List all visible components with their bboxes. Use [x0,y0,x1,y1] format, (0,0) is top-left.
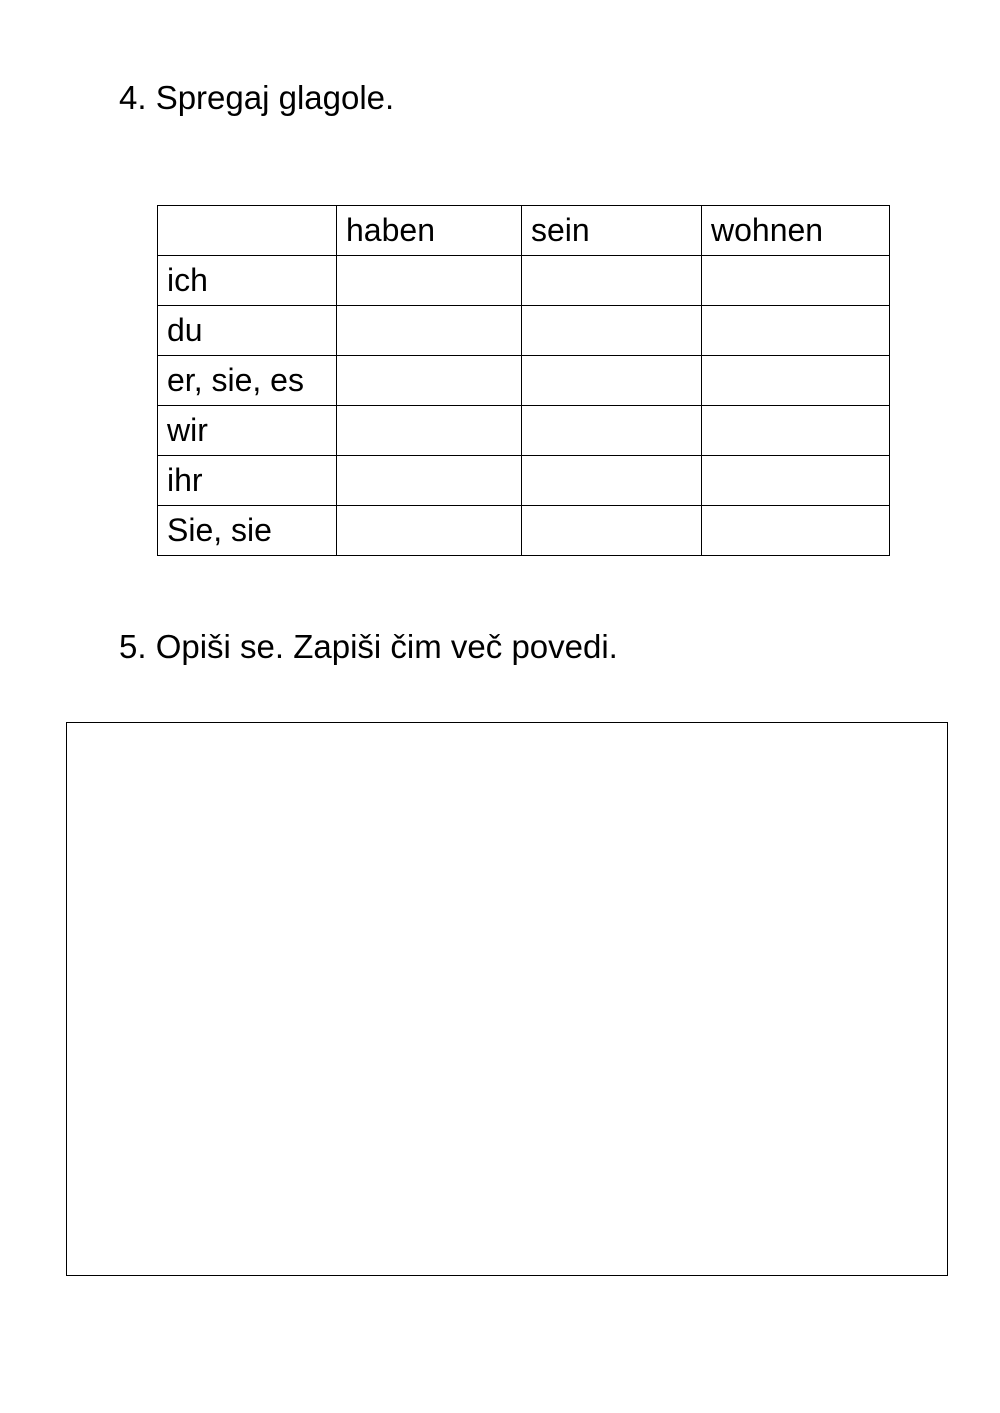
pronoun-cell: er, sie, es [158,356,337,406]
pronoun-cell: Sie, sie [158,506,337,556]
answer-cell[interactable] [522,256,702,306]
answer-cell[interactable] [522,306,702,356]
header-cell-sein: sein [522,206,702,256]
answer-cell[interactable] [337,356,522,406]
exercise-4-heading: 4. Spregaj glagole. [119,79,395,116]
pronoun-cell: ich [158,256,337,306]
answer-cell[interactable] [702,256,890,306]
answer-cell[interactable] [337,506,522,556]
answer-cell[interactable] [337,406,522,456]
answer-cell[interactable] [702,456,890,506]
header-cell-haben: haben [337,206,522,256]
table-row [158,256,890,306]
table-row [158,306,890,356]
header-cell-wohnen: wohnen [702,206,890,256]
answer-cell[interactable] [702,506,890,556]
table-row [158,456,890,506]
answer-cell[interactable] [702,406,890,456]
answer-cell[interactable] [337,306,522,356]
pronoun-cell: du [158,306,337,356]
exercise-5-heading: 5. Opiši se. Zapiši čim več povedi. [119,628,618,665]
answer-cell[interactable] [337,456,522,506]
header-cell-empty [158,206,337,256]
answer-box[interactable] [66,722,948,1276]
answer-cell[interactable] [522,406,702,456]
answer-cell[interactable] [522,456,702,506]
table-header-row [158,206,890,256]
table-row [158,356,890,406]
answer-cell[interactable] [337,256,522,306]
table-row [158,506,890,556]
table-row [158,406,890,456]
answer-cell[interactable] [702,306,890,356]
answer-cell[interactable] [702,356,890,406]
conjugation-table [157,205,890,556]
pronoun-cell: wir [158,406,337,456]
answer-cell[interactable] [522,506,702,556]
pronoun-cell: ihr [158,456,337,506]
answer-cell[interactable] [522,356,702,406]
